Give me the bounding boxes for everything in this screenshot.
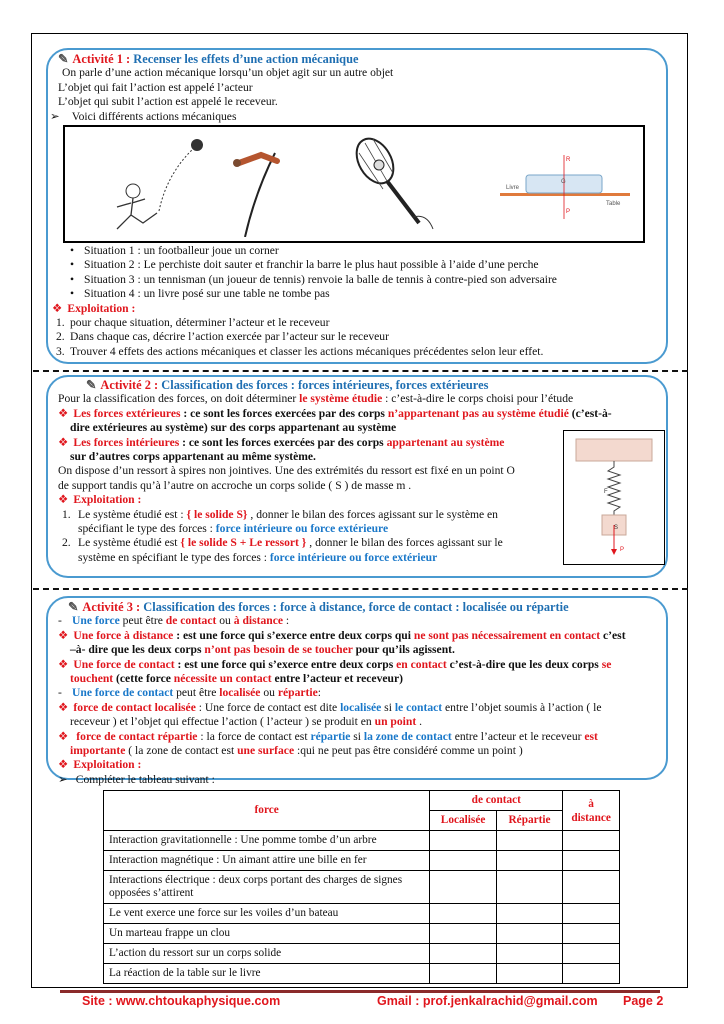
- pole-vaulter-image: [225, 133, 295, 237]
- setup-line: de support tandis qu’à l’autre on accroche un corps solide ( S ) de masse m .: [58, 478, 412, 492]
- definition-contact: ❖ Une force de contact : est une force qui s’exerce entre deux corps en contact c’est-à-dire que les deux corps se: [58, 657, 612, 671]
- figure-label-g: G: [561, 179, 566, 185]
- definition-external-cont: dire extérieures au système) sur des corps appartenant au système: [70, 421, 397, 435]
- figure-label-livre: Livre: [506, 185, 520, 191]
- table-cell-distance[interactable]: [563, 831, 620, 851]
- definition-distributed: ❖ force de contact répartie : la force de contact est répartie si la zone de contact entre l’acteur et le receveur est: [58, 729, 598, 743]
- forces-table: [103, 790, 620, 984]
- footer-email-link[interactable]: Gmail : prof.jenkalrachid@gmail.com: [377, 994, 598, 1008]
- table-cell-distance[interactable]: [563, 904, 620, 924]
- question-item: 1. Le système étudié est : { le solide S} , donner le bilan des forces agissant sur le système en: [62, 507, 498, 521]
- table-cell-repartie[interactable]: [496, 964, 562, 984]
- list-item: • Situation 2 : Le perchiste doit sauter et franchir la barre le plus haut possible à l’aide d’une perche: [69, 258, 539, 272]
- question-item: 1. pour chaque situation, déterminer l’acteur et le receveur: [56, 316, 330, 330]
- table-cell-localisee[interactable]: [430, 904, 497, 924]
- figure-label-s: S: [614, 525, 619, 531]
- question-item: 3. Trouver 4 effets des actions mécaniques et classer les actions mécaniques précédentes selon leur effet.: [56, 344, 544, 358]
- figure-label-p: P: [620, 547, 625, 553]
- figure-label-r: R: [566, 157, 571, 163]
- pen-icon: ✎: [86, 378, 97, 392]
- table-cell-localisee[interactable]: [430, 924, 497, 944]
- table-cell-repartie[interactable]: [496, 871, 562, 904]
- footer-page-number: Page 2: [623, 994, 664, 1008]
- definition-distance: ❖ Une force à distance : est une force qui s’exerce entre deux corps qui ne sont pas nécessairement en contact c’est: [58, 628, 626, 642]
- table-cell-localisee[interactable]: [430, 871, 497, 904]
- intro-line: L’objet qui fait l’action est appelé l’acteur: [58, 80, 253, 94]
- figure-label-p: P: [566, 209, 571, 215]
- figure-label-table: Table: [606, 201, 621, 207]
- table-cell-repartie[interactable]: [496, 944, 562, 964]
- definition-distance-cont: –à- dire que les deux corps n’ont pas besoin de se toucher pour qu’ils agissent.: [70, 643, 455, 657]
- book-on-table-image: [490, 133, 640, 237]
- table-cell-repartie[interactable]: [496, 831, 562, 851]
- table-row: La réaction de la table sur le livre: [104, 964, 620, 984]
- table-row: L’action du ressort sur un corps solide: [104, 944, 620, 964]
- table-cell-distance[interactable]: [563, 924, 620, 944]
- activity1-figures: [63, 125, 645, 243]
- section-divider: [33, 370, 688, 372]
- table-row: Le vent exerce une force sur les voiles d’un bateau: [104, 904, 620, 924]
- list-item: • Situation 3 : un tennisman (un joueur de tennis) renvoie la balle de tennis à contre-pied son adversaire: [69, 272, 557, 286]
- question-item-cont: spécifiant le type des forces : force intérieure ou force extérieure: [78, 522, 389, 536]
- table-row: Interaction gravitationnelle : Une pomme tombe d’un arbre: [104, 831, 620, 851]
- table-cell-distance[interactable]: [563, 851, 620, 871]
- figure-label-f: F: [604, 489, 608, 495]
- exploitation-heading: ❖ Exploitation :: [52, 301, 136, 315]
- table-cell-localisee[interactable]: [430, 831, 497, 851]
- table-header-localisee: Localisée: [430, 811, 497, 831]
- table-header-repartie: Répartie: [496, 811, 562, 831]
- footballer-image: [87, 133, 207, 237]
- table-cell-repartie[interactable]: [496, 904, 562, 924]
- pen-icon: ✎: [58, 52, 69, 66]
- intro-line: L’objet qui subit l’action est appelé le receveur.: [58, 95, 278, 109]
- definition-internal-cont: sur d’autres corps appartenant au même système.: [70, 450, 316, 464]
- activity3-section: [58, 600, 670, 787]
- footer-site-link[interactable]: Site : www.chtoukaphysique.com: [82, 994, 281, 1008]
- text-line: - Une force de contact peut être localisée ou répartie:: [58, 686, 321, 700]
- question-item-cont: système en spécifiant le type des forces : force intérieure ou force extérieur: [78, 550, 438, 564]
- table-cell-distance[interactable]: [563, 871, 620, 904]
- footer-rule: [60, 990, 660, 993]
- definition-localised-cont: receveur ) et l’objet qui effectue l’action ( l’acteur ) se produit en un point .: [70, 715, 422, 729]
- spring-figure: [563, 430, 665, 565]
- list-item: • Situation 1 : un footballeur joue un corner: [69, 244, 279, 257]
- table-cell-distance[interactable]: [563, 944, 620, 964]
- intro-line: Pour la classification des forces, on doit déterminer le système étudie : c’est-à-dire le corps choisi pour l’étude: [58, 392, 574, 406]
- arrow-bullet-icon: ➢: [50, 109, 60, 123]
- exploitation-heading: ❖ Exploitation :: [58, 758, 142, 772]
- activity1-title: ✎ Activité 1 : Recenser les effets d’une action mécanique: [58, 52, 359, 66]
- definition-distributed-cont: importante ( la zone de contact est une surface :qui ne peut pas être considéré comme un point ): [70, 744, 523, 758]
- table-cell-localisee[interactable]: [430, 964, 497, 984]
- definition-internal: ❖ Les forces intérieures : ce sont les forces exercées par des corps appartenant au système: [58, 435, 505, 449]
- arrow-line: ➢ Voici différents actions mécaniques: [50, 109, 237, 123]
- list-item: • Situation 4 : un livre posé sur une table ne tombe pas: [69, 287, 330, 301]
- table-cell-localisee[interactable]: [430, 851, 497, 871]
- question-item: 2. Le système étudié est { le solide S + Le ressort } , donner le bilan des forces agissant sur le: [62, 536, 503, 550]
- activity1-section: [50, 52, 668, 124]
- table-cell-localisee[interactable]: [430, 944, 497, 964]
- table-row: Interaction magnétique : Un aimant attire une bille en fer: [104, 851, 620, 871]
- exploitation-heading: ❖ Exploitation :: [58, 493, 142, 507]
- table-header-force: force: [104, 791, 430, 831]
- arrow-bullet-icon: ➢: [58, 772, 68, 786]
- arrow-line: ➢ Compléter le tableau suivant :: [58, 772, 215, 786]
- table-header-contact: de contact: [430, 791, 563, 811]
- definition-contact-cont: touchent (cette force nécessite un contact entre l’acteur et receveur): [70, 672, 403, 686]
- tennis-racket-image: [343, 133, 443, 237]
- section-divider: [33, 588, 688, 590]
- definition-localised: ❖ force de contact localisée : Une force de contact est dite localisée si le contact entre l’objet soumis à l’action ( le: [58, 700, 602, 714]
- intro-line: On parle d’une action mécanique lorsqu’un objet agit sur un autre objet: [62, 66, 394, 80]
- table-row: Un marteau frappe un clou: [104, 924, 620, 944]
- activity3-title: ✎ Activité 3 : Classification des forces : force à distance, force de contact : localisée ou répartie: [68, 600, 569, 614]
- table-row: Interactions électrique : deux corps portant des charges de signes opposées s’attirent: [104, 871, 620, 904]
- text-line: - Une force peut être de contact ou à distance :: [58, 614, 290, 628]
- situations-list: [52, 244, 670, 359]
- activity2-title: ✎ Activité 2 : Classification des forces : forces intérieures, forces extérieures: [86, 378, 489, 392]
- definition-external: ❖ Les forces extérieures : ce sont les forces exercées par des corps n’appartenant pas au système étudié (c’est-à-: [58, 406, 612, 420]
- pen-icon: ✎: [68, 600, 79, 614]
- question-item: 2. Dans chaque cas, décrire l’action exercée par l’acteur sur le receveur: [56, 330, 389, 344]
- table-cell-repartie[interactable]: [496, 851, 562, 871]
- setup-line: On dispose d’un ressort à spires non jointives. Une des extrémités du ressort est fixé en un point O: [58, 464, 515, 478]
- table-cell-distance[interactable]: [563, 964, 620, 984]
- table-header-distance: à distance: [563, 791, 620, 831]
- table-cell-repartie[interactable]: [496, 924, 562, 944]
